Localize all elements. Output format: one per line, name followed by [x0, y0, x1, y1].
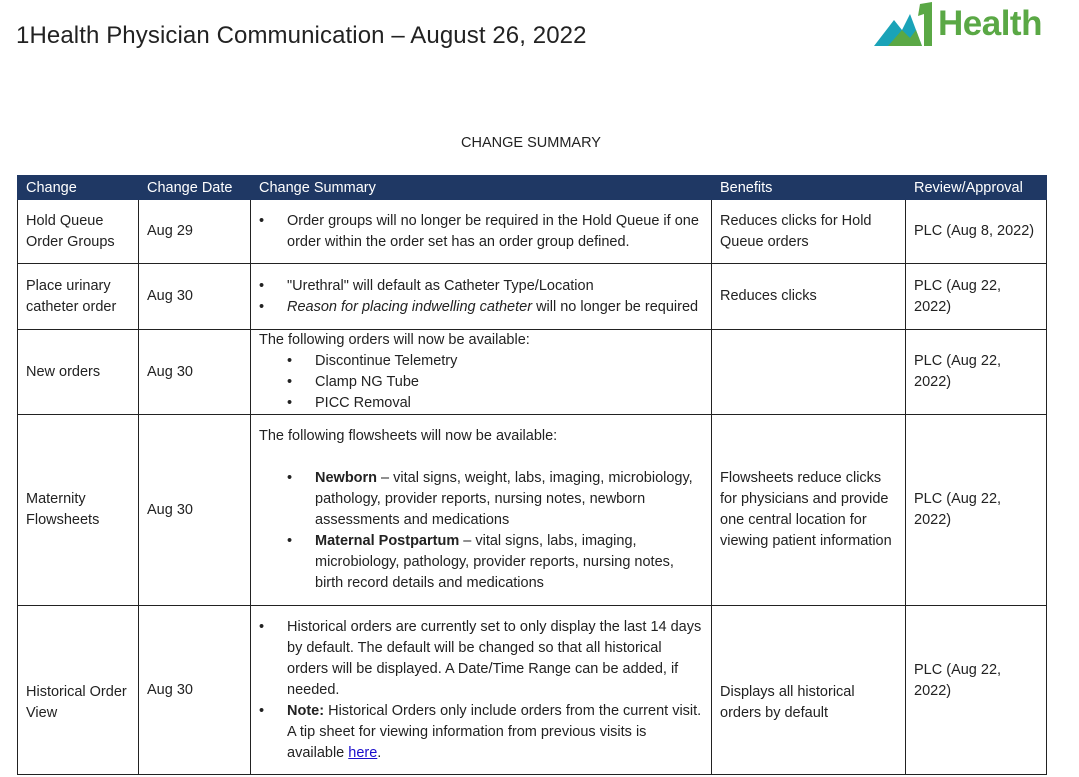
column-header-change: Change [18, 176, 139, 200]
date-cell: Aug 30 [139, 264, 251, 330]
list-item: • Clamp NG Tube [307, 372, 703, 393]
benefits-cell: Displays all historical orders by default [712, 606, 906, 775]
change-cell: Historical Order View [18, 606, 139, 775]
logo-wordmark: Health [938, 4, 1042, 43]
list-item: • Historical orders are currently set to only display the last 14 days by default. The default will be changed so that all historical orders will be displayed. A Date/Time Range can be added, if needed. [279, 617, 703, 701]
item-text: will default as Catheter Type/Location [348, 277, 594, 294]
change-summary-table [17, 175, 1047, 775]
note-label: Note: [287, 702, 325, 719]
column-header-change-date: Change Date [139, 176, 251, 200]
approval-cell: PLC (Aug 22, 2022) [906, 415, 1047, 606]
quoted-value: "Urethral" [287, 277, 349, 294]
table-row [18, 330, 1047, 415]
table-row [18, 264, 1047, 330]
approval-cell: PLC (Aug 8, 2022) [906, 200, 1047, 264]
approval-cell: PLC (Aug 22, 2022) [906, 606, 1047, 775]
italic-field-name: Reason for placing indwelling catheter [287, 298, 533, 315]
benefits-cell: Reduces clicks for Hold Queue orders [712, 200, 906, 264]
table-row [18, 606, 1047, 775]
item-text: . [377, 744, 382, 761]
approval-cell: PLC (Aug 22, 2022) [906, 264, 1047, 330]
date-cell: Aug 30 [139, 415, 251, 606]
change-cell: New orders [18, 330, 139, 415]
list-item [307, 531, 703, 594]
approval-cell: PLC (Aug 22, 2022) [906, 330, 1047, 415]
table-row [18, 200, 1047, 264]
column-header-benefits: Benefits [712, 176, 906, 200]
section-heading: CHANGE SUMMARY [461, 135, 601, 151]
summary-cell [251, 330, 712, 415]
tip-sheet-link[interactable]: here [348, 744, 378, 761]
change-cell: Place urinary catheter order [18, 264, 139, 330]
summary-cell [251, 264, 712, 330]
summary-intro: The following orders will now be available: [259, 332, 530, 348]
list-item: • Discontinue Telemetry [307, 351, 703, 372]
table-header-row [18, 176, 1047, 200]
column-header-change-summary: Change Summary [251, 176, 712, 200]
summary-cell [251, 606, 712, 775]
date-cell: Aug 29 [139, 200, 251, 264]
1health-logo [872, 0, 1077, 50]
list-item [279, 701, 703, 764]
page-title: 1Health Physician Communication – August 26, 2022 [16, 22, 587, 49]
benefits-cell: Flowsheets reduce clicks for physicians and provide one central location for viewing patient information [712, 415, 906, 606]
list-item [279, 276, 703, 297]
list-item: • PICC Removal [307, 393, 703, 414]
item-text: – vital signs, weight, labs, imaging, microbiology, pathology, provider reports, nursing notes, newborn assessments and medications [315, 470, 693, 528]
mountain-logo-icon [872, 0, 942, 50]
summary-cell [251, 415, 712, 606]
column-header-review-approval: Review/Approval [906, 176, 1047, 200]
list-item [307, 468, 703, 531]
item-text: will no longer be required [532, 298, 699, 315]
date-cell: Aug 30 [139, 330, 251, 415]
list-item [279, 297, 703, 318]
benefits-cell: Reduces clicks [712, 264, 906, 330]
benefits-cell [712, 330, 906, 415]
summary-cell [251, 200, 712, 264]
summary-intro: The following flowsheets will now be available: [259, 428, 558, 444]
date-cell: Aug 30 [139, 606, 251, 775]
table-row [18, 415, 1047, 606]
flowsheet-name: Maternal Postpartum [315, 533, 460, 549]
change-cell: Hold Queue Order Groups [18, 200, 139, 264]
list-item: • Order groups will no longer be required in the Hold Queue if one order within the order set has an order group defined. [279, 211, 703, 253]
change-cell: Maternity Flowsheets [18, 415, 139, 606]
item-text: Historical Orders only include orders from the current visit. A tip sheet for viewing information from previous visits is available [287, 702, 702, 761]
flowsheet-name: Newborn [315, 470, 378, 486]
svg-text:1: 1 [925, 40, 926, 41]
item-text: – vital signs, labs, imaging, microbiology, pathology, provider reports, nursing notes, birth record details and medications [315, 533, 674, 591]
